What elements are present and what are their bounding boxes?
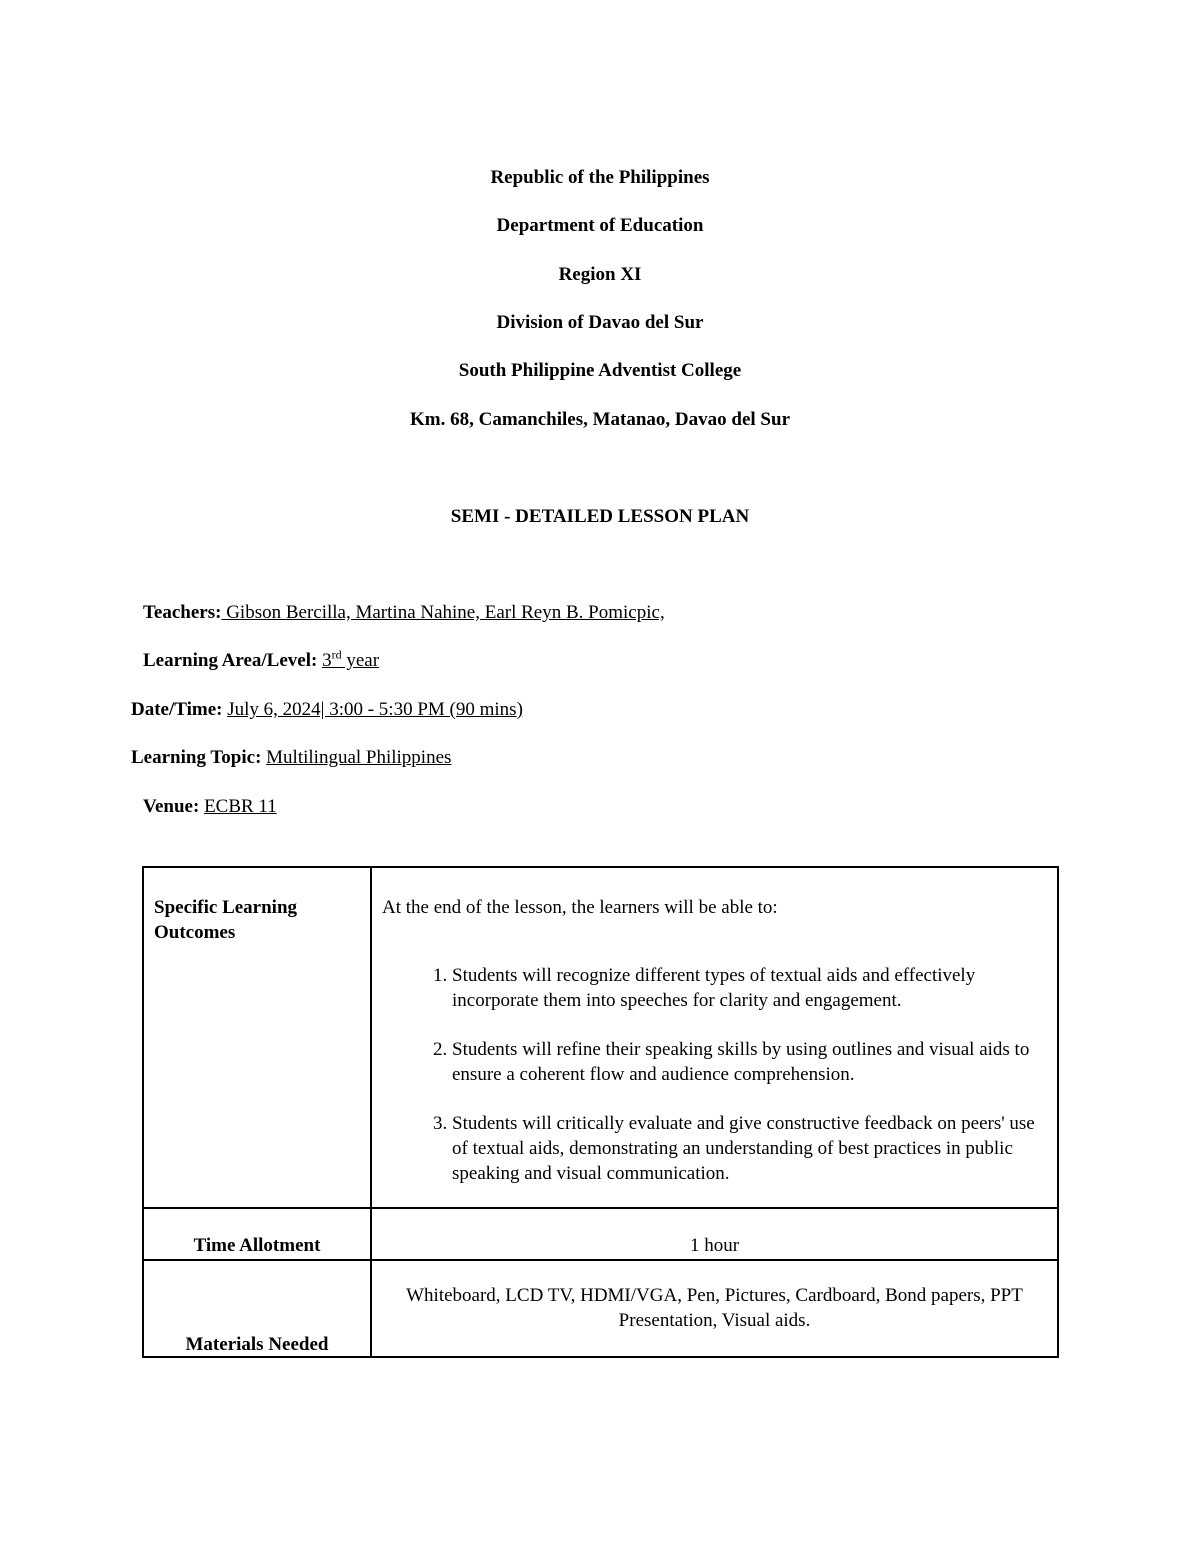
level-label: Learning Area/Level:	[143, 650, 318, 671]
level-value-rest: year	[341, 650, 380, 671]
outcomes-row	[143, 867, 1058, 1208]
document-title: SEMI - DETAILED LESSON PLAN	[450, 506, 750, 527]
header-region: Region XI	[558, 264, 642, 285]
topic-line	[131, 746, 451, 770]
list-item: 3. Students will critically evaluate and give constructive feedback on peers' use of textual aids, demonstrating an understanding of best practices in public speaking and visual communication.	[452, 1111, 1045, 1186]
teachers-line	[143, 601, 665, 625]
materials-label-cell	[143, 1260, 371, 1357]
level-value-ordinal: rd	[331, 647, 342, 662]
teachers-value: Gibson Bercilla, Martina Nahine, Earl Reyn B. Pomicpic,	[221, 602, 665, 623]
outcomes-intro: At the end of the lesson, the learners will be able to:	[382, 897, 778, 918]
level-line	[143, 649, 379, 673]
datetime-value: July 6, 2024| 3:00 - 5:30 PM (90 mins)	[227, 699, 523, 720]
outcomes-label-cell	[143, 867, 371, 1208]
outcomes-list	[372, 963, 1045, 1186]
outcomes-label: Specific Learning Outcomes	[154, 897, 298, 943]
time-value-cell	[371, 1208, 1058, 1260]
time-value: 1 hour	[689, 1235, 740, 1256]
time-row	[143, 1208, 1058, 1260]
level-value	[322, 647, 380, 671]
materials-label: Materials Needed	[185, 1334, 329, 1355]
outcomes-content-cell	[371, 867, 1058, 1208]
list-item: 2. Students will refine their speaking skills by using outlines and visual aids to ensure a coherent flow and audience comprehension.	[452, 1037, 1045, 1087]
teachers-label: Teachers:	[143, 602, 222, 623]
header-division: Division of Davao del Sur	[496, 312, 704, 333]
datetime-line	[131, 698, 523, 722]
lesson-plan-table	[142, 866, 1059, 1358]
time-label: Time Allotment	[193, 1235, 321, 1256]
header-school: South Philippine Adventist College	[458, 360, 742, 381]
datetime-label: Date/Time:	[131, 699, 223, 720]
list-item: 1. Students will recognize different types of textual aids and effectively incorporate them into speeches for clarity and engagement.	[452, 963, 1045, 1013]
level-value-number: 3	[322, 650, 332, 671]
materials-value: Whiteboard, LCD TV, HDMI/VGA, Pen, Pictures, Cardboard, Bond papers, PPT Presentation, Visual aids.	[406, 1285, 1023, 1331]
header-address: Km. 68, Camanchiles, Matanao, Davao del Sur	[410, 409, 790, 430]
topic-label: Learning Topic:	[131, 747, 262, 768]
materials-row	[143, 1260, 1058, 1357]
header-department: Department of Education	[496, 215, 704, 236]
materials-value-cell	[371, 1260, 1058, 1357]
venue-label: Venue:	[143, 796, 200, 817]
topic-value: Multilingual Philippines	[266, 747, 452, 768]
venue-line	[143, 795, 277, 819]
header-country: Republic of the Philippines	[490, 167, 710, 188]
venue-value: ECBR 11	[204, 796, 277, 817]
time-label-cell	[143, 1208, 371, 1260]
